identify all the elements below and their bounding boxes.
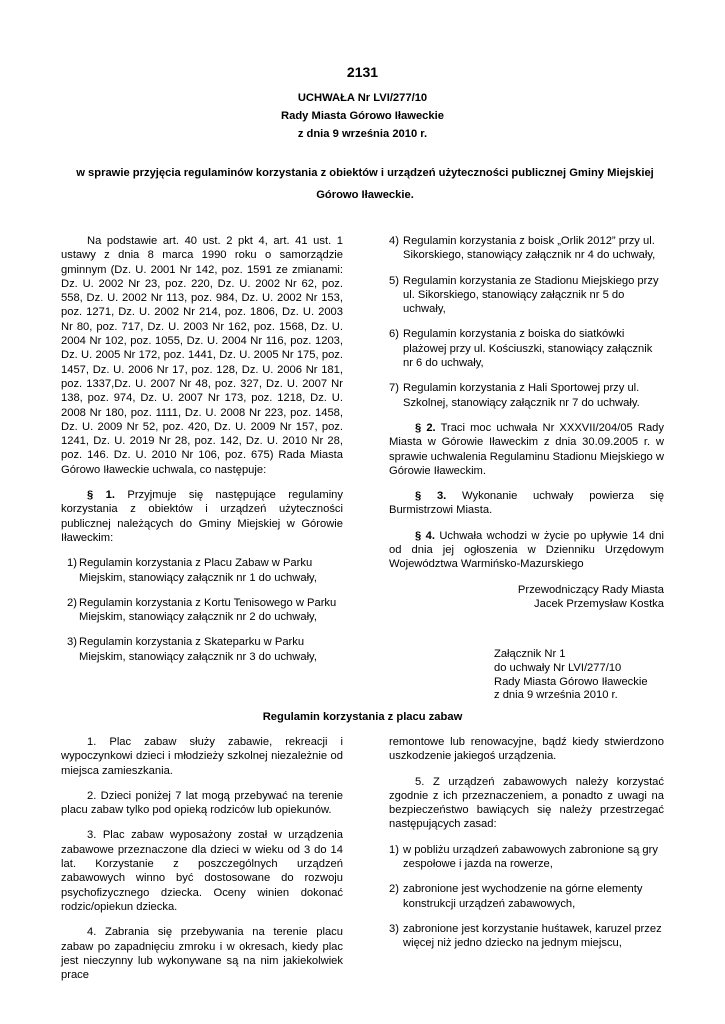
- list-item-text: zabronione jest wychodzenie na górne elementy konstrukcji urządzeń zabawowych,: [403, 883, 643, 910]
- list-item: [389, 234, 664, 263]
- list-item-number: 6): [389, 328, 399, 341]
- annex-line-4: z dnia 9 września 2010 r.: [494, 689, 618, 702]
- resolution-right-column: [389, 234, 664, 611]
- list-item-text: Regulamin korzystania z boisk „Orlik 2012” przy ul. Sikorskiego, stanowiący załącznik nr 4 do uchwały,: [403, 235, 656, 262]
- paragraph-4: [389, 529, 664, 572]
- list-item-text: Regulamin korzystania z Kortu Tenisowego w Parku Miejskim, stanowiący załącznik nr 2 do uchwały,: [79, 596, 337, 624]
- annex-paragraph-1: 1. Plac zabaw służy zabawie, rekreacji i wypoczynkowi dzieci i młodzieży szkolnej niezależnie od miejsca zamieszkania.: [61, 736, 343, 777]
- paragraph-3-text: Wykonanie uchwały powierza się Burmistrzowi Miasta.: [389, 490, 665, 517]
- paragraph-2-label: § 2.: [415, 421, 436, 434]
- signature-name: Jacek Przemysław Kostka: [534, 597, 664, 610]
- annex-left-column: [61, 735, 343, 993]
- annex-paragraph-4: 4. Zabrania się przebywania na terenie placu zabaw po zapadnięciu zmroku i w okresach, kiedy plac jest nieczynny lub wykonywane są na nim jakiekolwiek prace: [61, 926, 343, 982]
- paragraph-2: [389, 421, 664, 478]
- list-item: [389, 381, 664, 410]
- annex-line-2: do uchwały Nr LVI/277/10: [494, 661, 622, 674]
- list-item-number: 1): [67, 557, 77, 570]
- list-item-text: Regulamin korzystania ze Stadionu Miejskiego przy ul. Sikorskiego, stanowiący załącznik nr 5 do uchwały,: [403, 274, 659, 316]
- annex-paragraph-5: 5. Z urządzeń zabawowych należy korzystać zgodnie z ich przeznaczeniem, a ponadto z uwagi na bezpieczeństwo bawiących się należy przestrzegać następujących zasad:: [389, 775, 664, 831]
- list-item-number: 1): [389, 843, 399, 856]
- list-item-text: Regulamin korzystania z Placu Zabaw w Parku Miejskim, stanowiący załącznik nr 1 do uchwały,: [79, 557, 317, 584]
- signature-role: Przewodniczący Rady Miasta: [517, 583, 664, 596]
- list-item: [61, 635, 343, 664]
- annex-title: Regulamin korzystania z placu zabaw: [262, 711, 463, 723]
- list-item: [389, 843, 664, 872]
- resolution-subject: w sprawie przyjęcia regulaminów korzystania z obiektów i urządzeń użyteczności publicznej Gminy Miejskiej Górowo Iławeckie.: [76, 167, 654, 201]
- list-item-text: w pobliżu urządzeń zabawowych zabronione są gry zespołowe i jazda na rowerze,: [403, 843, 658, 871]
- list-item: [389, 327, 664, 370]
- list-item: [389, 922, 664, 951]
- annex-paragraph-2: 2. Dzieci poniżej 7 lat mogą przebywać na terenie placu zabaw tylko pod opieką rodziców lub opiekunów.: [61, 789, 343, 817]
- preamble: Na podstawie art. 40 ust. 2 pkt 4, art. 41 ust. 1 ustawy z dnia 8 marca 1990 roku o samorządzie gminnym (Dz. U. 2001 Nr 142, poz. 1591 ze zmianami: Dz. U. 2002 Nr 23, poz. 220, Dz. U. 2002 Nr 62, poz. 558, Dz. U. 2002 Nr 113, poz. 984, Dz. U. 2002 Nr 153, poz. 1271, Dz. U. 2002 Nr 214, poz. 1806, Dz. U. 2003 Nr 80, poz. 717, Dz. U. 2003 Nr 162, poz. 1568, Dz. U. 2004 Nr 102, poz. 1055, Dz. U. 2004 Nr 116, poz. 1203, Dz. U. 2005 Nr 172, poz. 1441, Dz. U. 2005 Nr 175, poz. 1457, Dz. U. 2006 Nr 17, poz. 128, Dz. U. 2006 Nr 181, poz. 1337,Dz. U. 2007 Nr 48, poz. 327, Dz. U. 2007 Nr 138, poz. 974, Dz. U. 2007 Nr 173, poz. 1218, Dz. U. 2008 Nr 180, poz. 1111, Dz. U. 2008 Nr 223, poz. 1458, Dz. U. 2009 Nr 52, poz. 420, Dz. U. 2009 Nr 157, poz. 1241, Dz. U. 2019 Nr 28, poz. 142, Dz. U. 2010 Nr 28, poz. 146. Dz. U. 2010 Nr 106, poz. 675) Rada Miasta Górowo Iławeckie uchwala, co następuje:: [61, 235, 343, 476]
- list-item-text: Regulamin korzystania z Hali Sportowej przy ul. Szkolnej, stanowiący załącznik nr 7 do uchwały.: [403, 382, 640, 409]
- list-item-number: 2): [67, 596, 77, 609]
- list-item: [61, 596, 343, 625]
- paragraph-2-text: Traci moc uchwała Nr XXXVII/204/05 Rady Miasta w Górowie Iławeckim z dnia 30.09.2005 r. w sprawie uchwalenia Regulaminu Stadionu Miejskiego w Górowie Iławeckim.: [389, 421, 664, 477]
- list-item-text: Regulamin korzystania z boiska do siatkówki plażowej przy ul. Kościuszki, stanowiący załącznik nr 6 do uchwały,: [403, 328, 653, 370]
- list-item: [61, 556, 343, 585]
- page-number: 2131: [346, 64, 379, 80]
- annex-right-column: [389, 735, 664, 962]
- list-item-number: 7): [389, 382, 399, 395]
- list-item-number: 5): [389, 274, 399, 287]
- resolution-issuer: Rady Miasta Górowo Iławeckie: [281, 110, 444, 122]
- list-item: [389, 274, 664, 317]
- list-item-number: 3): [389, 922, 399, 935]
- resolution-date: z dnia 9 września 2010 r.: [297, 128, 428, 140]
- paragraph-1-text: Przyjmuje się następujące regulaminy korzystania z obiektów i urządzeń użyteczności publicznej należących do Gminy Miejskiej w Górowie Iławeckim:: [61, 489, 344, 544]
- paragraph-4-text: Uchwała wchodzi w życie po upływie 14 dni od dnia jej ogłoszenia w Dzienniku Urzędowym Województwa Warmińsko-Mazurskiego: [389, 529, 664, 571]
- list-item: [389, 882, 664, 911]
- paragraph-1-label: § 1.: [87, 489, 115, 502]
- list-item-text: Regulamin korzystania z Skateparku w Parku Miejskim, stanowiący załącznik nr 3 do uchwały,: [79, 636, 317, 663]
- list-item-number: 4): [389, 235, 399, 247]
- annex-line-1: Załącznik Nr 1: [494, 648, 566, 660]
- paragraph-4-label: § 4.: [415, 529, 435, 542]
- resolution-title: UCHWAŁA Nr LVI/277/10: [297, 92, 428, 104]
- paragraph-3: [389, 489, 664, 518]
- annex-paragraph-4-continued: remontowe lub renowacyjne, bądź kiedy stwierdzono uszkodzenie jakiegoś urządzenia.: [389, 736, 664, 763]
- annex-header: [494, 648, 648, 703]
- list-item-number: 3): [67, 636, 77, 649]
- paragraph-3-label: § 3.: [415, 490, 447, 503]
- resolution-left-column: [61, 234, 343, 675]
- list-item-number: 2): [389, 883, 399, 896]
- paragraph-1: [61, 488, 343, 545]
- annex-paragraph-3: 3. Plac zabaw wyposażony został w urządzenia zabawowe przeznaczone dla dzieci w wieku od 3 do 14 lat. Korzystanie z poszczególnych urządzeń zabawowych winno być dostosowane do rozwoju psychofizycznego dziecka. Oceny winien dokonać rodzic/opiekun dziecka.: [61, 829, 343, 913]
- list-item-text: zabronione jest korzystanie huśtawek, karuzel przez więcej niż jedno dziecko na jednym miejscu,: [403, 922, 662, 950]
- annex-line-3: Rady Miasta Górowo Iławeckie: [494, 675, 648, 688]
